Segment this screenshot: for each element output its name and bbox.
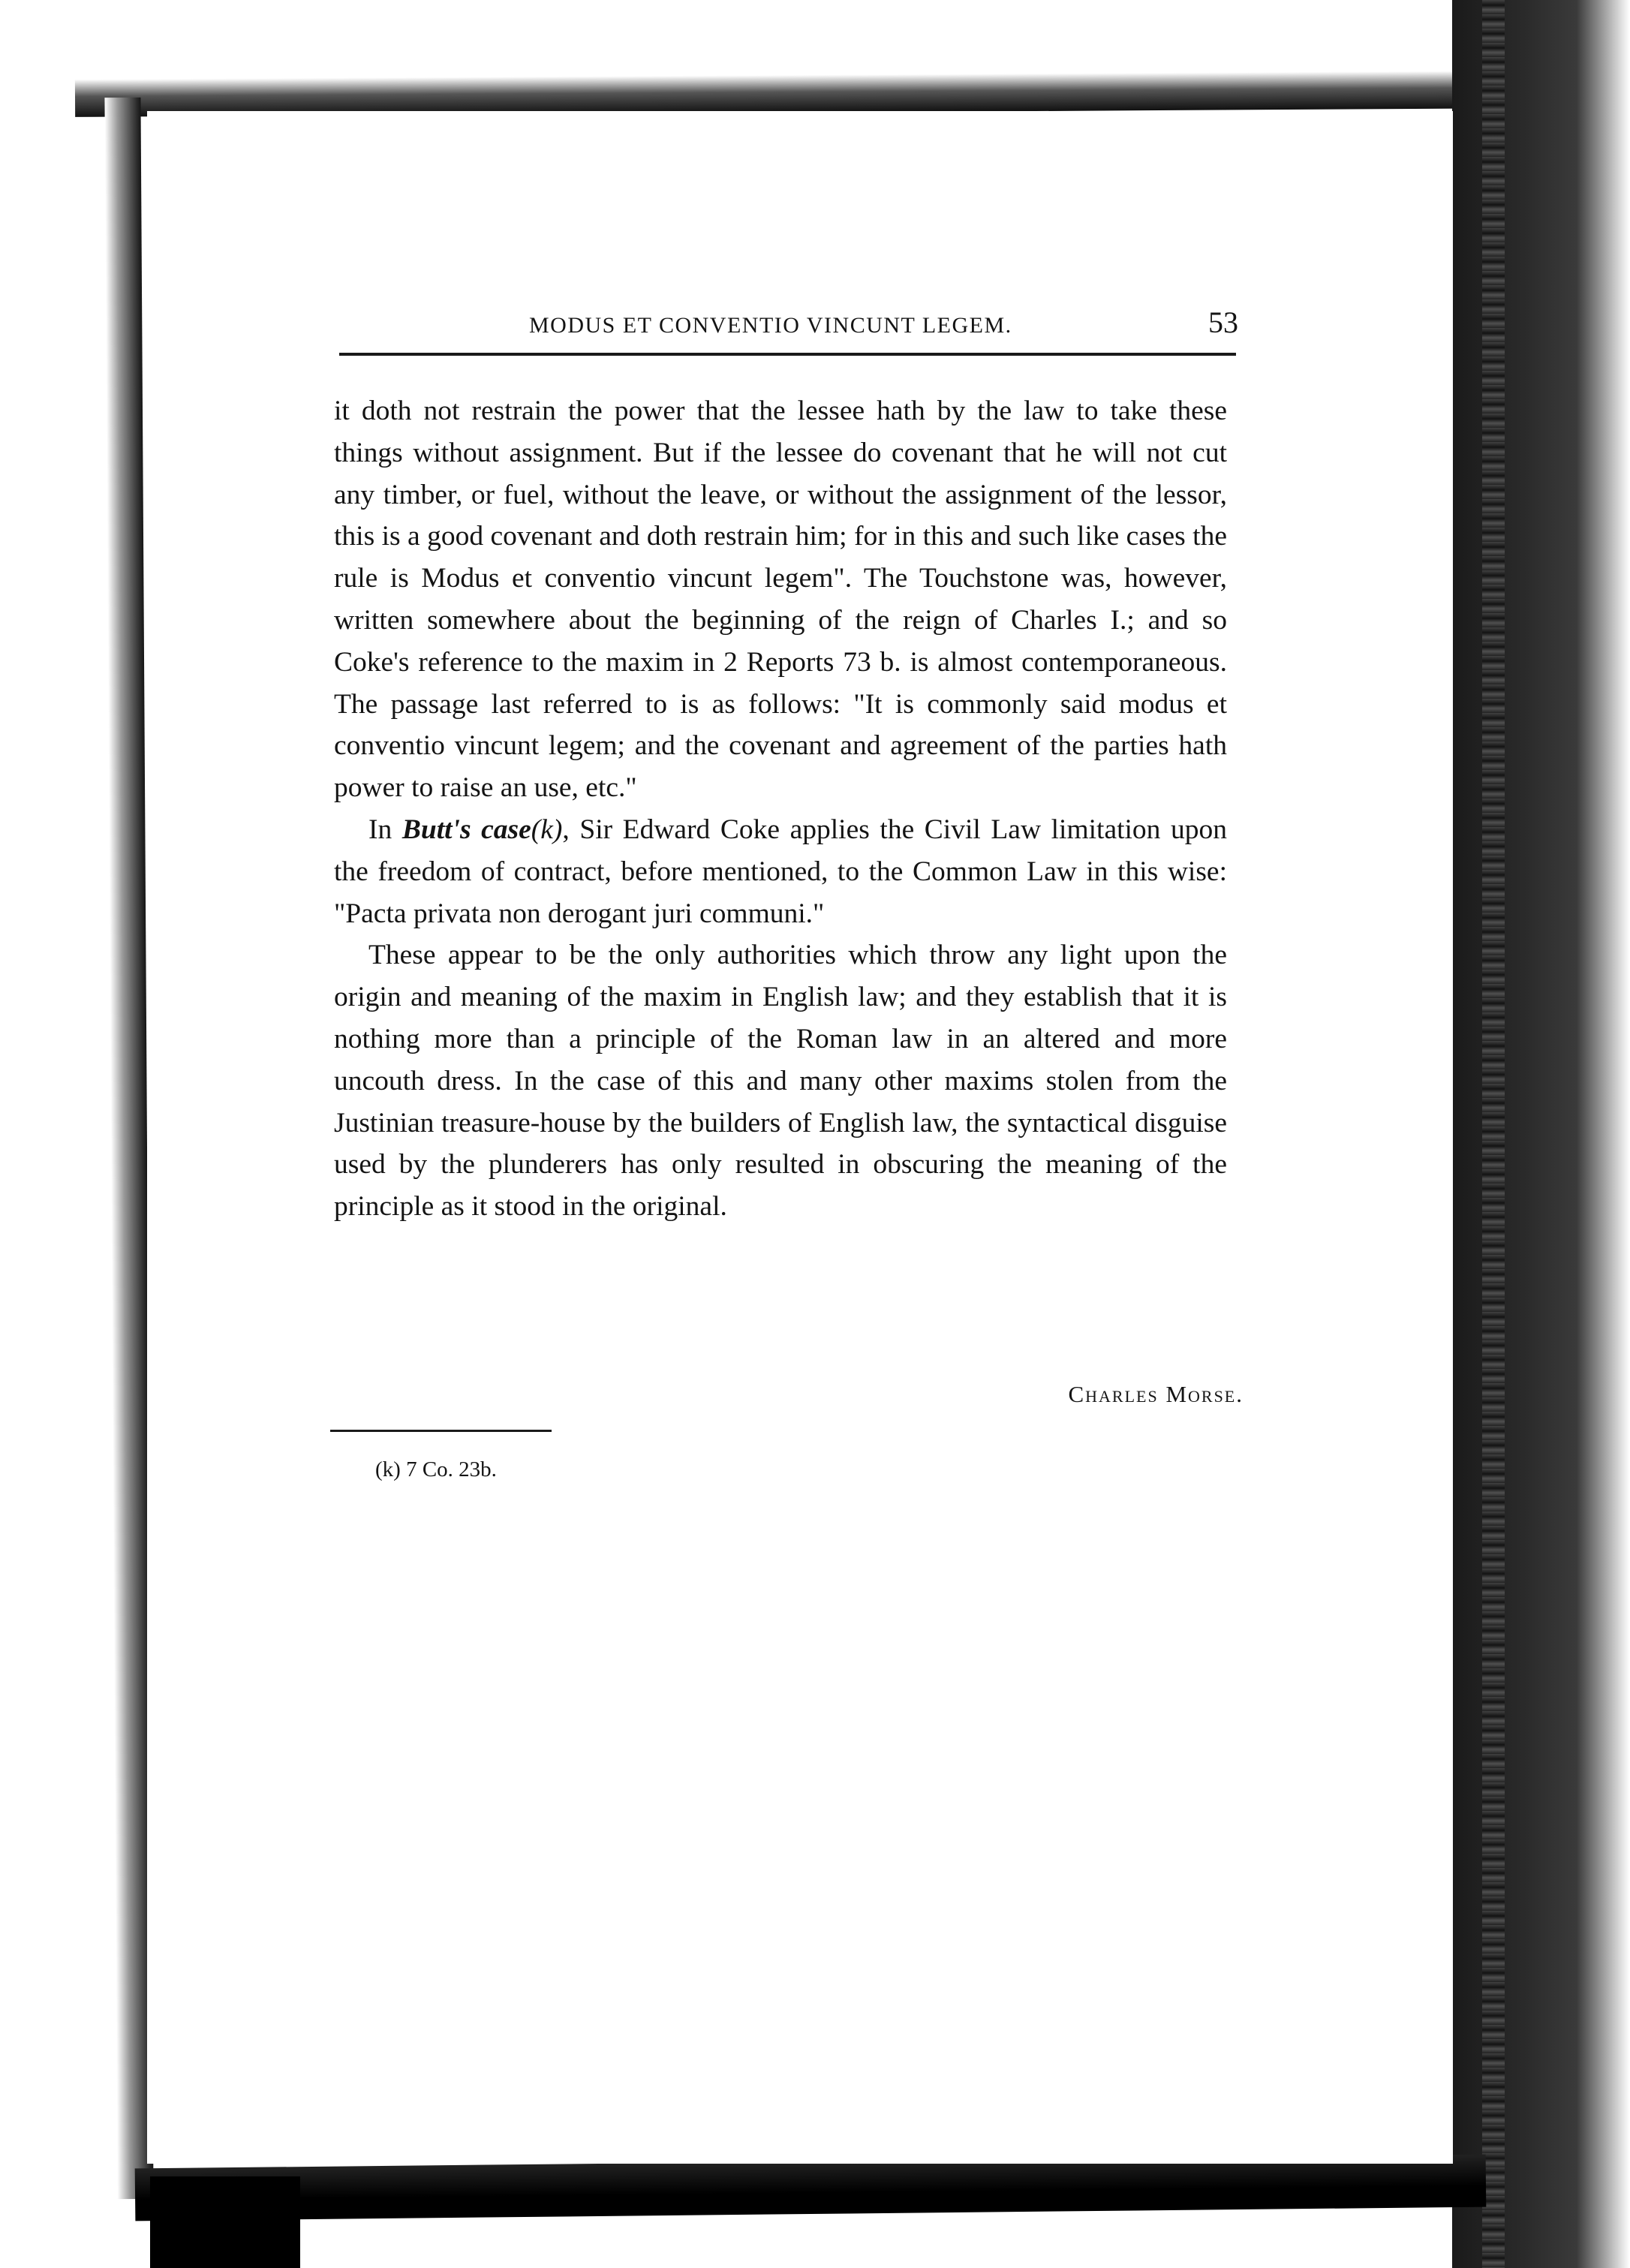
scan-frame-left <box>104 98 153 2199</box>
paragraph-continued <box>334 390 1227 809</box>
paragraph-text: , Sir Edward Coke applies the Civil Law limitation upon the freedom of contract, before mentioned, to the Common Law in this wise: "Pacta privata non derogant juri communi." <box>334 814 1228 929</box>
footnote-citation: (k) <box>531 814 563 845</box>
scan-frame-right-edge <box>1482 0 1505 2268</box>
footnote-text: 7 Co. 23b. <box>406 1457 497 1481</box>
page-number: 53 <box>1208 305 1238 339</box>
body-text <box>334 390 1227 1228</box>
paragraph-prefix: In <box>368 814 402 845</box>
footnote-rule <box>330 1430 552 1432</box>
running-title: MODUS ET CONVENTIO VINCUNT LEGEM. <box>529 313 1012 338</box>
author-signature: Charles Morse. <box>1068 1381 1244 1407</box>
case-name: Butt's case <box>401 814 531 845</box>
scan-frame-bottom <box>135 2155 1487 2221</box>
paragraph-conclusion <box>334 934 1227 1228</box>
scan-frame-top <box>75 71 1516 117</box>
footnote <box>375 1457 497 1482</box>
paragraph-text: These appear to be the only authorities which throw any light upon the origin and meaning of the maxim in English law; and they establish that it is nothing more than a principle of the Roman law in an altered and more uncouth dress. In the case of this and many other maxims stolen from the Justinian treasure-house by the builders of English law, the syntactical disguise used by the plunderers has only resulted in obscuring the meaning of the principle as it stood in the original. <box>334 940 1227 1223</box>
paragraph-butts-case <box>334 809 1227 934</box>
paragraph-text: it doth not restrain the power that the lessee hath by the law to take these things without assignment. But if the lessee do covenant that he will not cut any timber, or fuel, without the leave, or without the assignment of the lessor, this is a good covenant and doth restrain him; for in this and such like cases the rule is Modus et conventio vincunt legem". The Touchstone was, however, written somewhere about the beginning of the reign of Charles I.; and so Coke's reference to the maxim in 2 Reports 73 b. is almost contemporaneous. The passage last referred to is as follows: "It is commonly said modus et conventio vincunt legem; and the covenant and agreement of the parties hath power to raise an use, etc." <box>334 396 1227 804</box>
page-header <box>330 305 1242 354</box>
scan-frame-right <box>1452 0 1630 2268</box>
scan-frame-bottom-corner <box>150 2176 300 2268</box>
footnote-marker: (k) <box>375 1457 401 1481</box>
header-rule <box>339 353 1236 356</box>
